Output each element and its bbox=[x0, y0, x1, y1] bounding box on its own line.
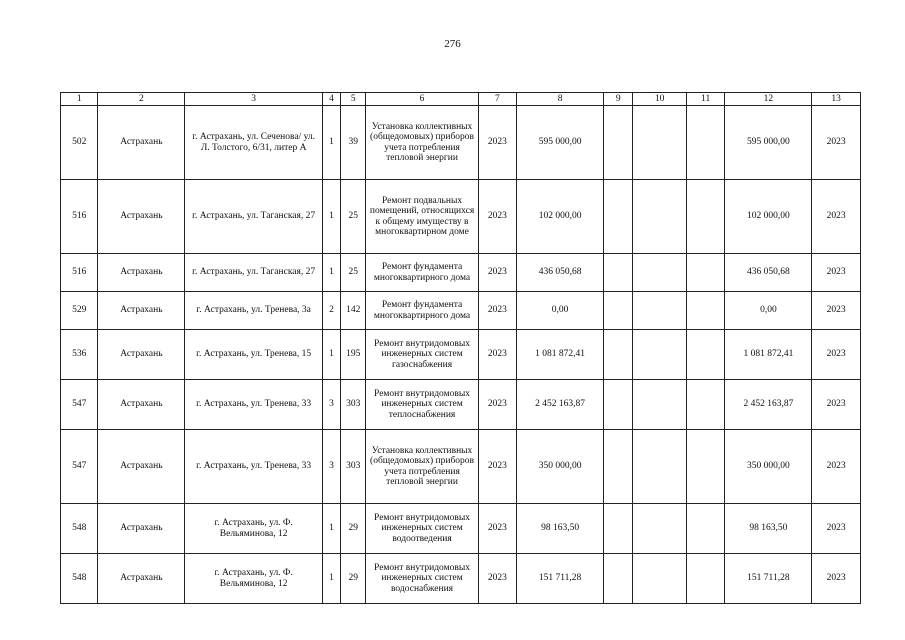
cost-fund: 595 000,00 bbox=[725, 106, 812, 180]
table-row bbox=[61, 430, 861, 504]
cost-total: 1 081 872,41 bbox=[517, 330, 604, 380]
cell-c10 bbox=[633, 180, 687, 254]
cost-fund: 102 000,00 bbox=[725, 180, 812, 254]
cell-c11 bbox=[686, 430, 724, 504]
row-number: 547 bbox=[61, 430, 98, 504]
cell-c10 bbox=[633, 106, 687, 180]
cost-fund: 151 711,28 bbox=[725, 554, 812, 604]
year: 2023 bbox=[478, 180, 516, 254]
address: г. Астрахань, ул. Таганская, 27 bbox=[185, 254, 323, 292]
column-header: 3 bbox=[185, 93, 323, 106]
cell-c9 bbox=[604, 180, 633, 254]
column-header: 2 bbox=[98, 93, 185, 106]
cell-c10 bbox=[633, 430, 687, 504]
cost-fund: 1 081 872,41 bbox=[725, 330, 812, 380]
column-header: 10 bbox=[633, 93, 687, 106]
cell-c5: 195 bbox=[341, 330, 366, 380]
row-number: 547 bbox=[61, 380, 98, 430]
cost-fund: 2 452 163,87 bbox=[725, 380, 812, 430]
column-header: 9 bbox=[604, 93, 633, 106]
completion-year: 2023 bbox=[812, 330, 861, 380]
cell-c10 bbox=[633, 292, 687, 330]
municipality: Астрахань bbox=[98, 106, 185, 180]
cell-c9 bbox=[604, 292, 633, 330]
work-type: Ремонт подвальных помещений, относящихся к общему имуществу в многоквартирном доме bbox=[366, 180, 478, 254]
address: г. Астрахань, ул. Ф. Вельяминова, 12 bbox=[185, 554, 323, 604]
cell-c5: 29 bbox=[341, 554, 366, 604]
year: 2023 bbox=[478, 504, 516, 554]
table-row bbox=[61, 504, 861, 554]
cell-c10 bbox=[633, 380, 687, 430]
year: 2023 bbox=[478, 330, 516, 380]
cost-fund: 0,00 bbox=[725, 292, 812, 330]
cost-total: 98 163,50 bbox=[517, 504, 604, 554]
municipality: Астрахань bbox=[98, 430, 185, 504]
cell-c9 bbox=[604, 106, 633, 180]
cost-total: 151 711,28 bbox=[517, 554, 604, 604]
address: г. Астрахань, ул. Таганская, 27 bbox=[185, 180, 323, 254]
year: 2023 bbox=[478, 430, 516, 504]
header-row bbox=[61, 93, 861, 106]
work-type: Установка коллективных (общедомовых) приборов учета потребления тепловой энергии bbox=[366, 430, 478, 504]
cell-c11 bbox=[686, 292, 724, 330]
municipality: Астрахань bbox=[98, 380, 185, 430]
municipality: Астрахань bbox=[98, 254, 185, 292]
cell-c4: 3 bbox=[322, 380, 340, 430]
address: г. Астрахань, ул. Тренева, 33 bbox=[185, 380, 323, 430]
cell-c11 bbox=[686, 106, 724, 180]
work-type: Ремонт внутридомовых инженерных систем водоснабжения bbox=[366, 554, 478, 604]
row-number: 548 bbox=[61, 554, 98, 604]
table-row bbox=[61, 330, 861, 380]
table-row bbox=[61, 254, 861, 292]
cell-c10 bbox=[633, 330, 687, 380]
municipality: Астрахань bbox=[98, 292, 185, 330]
cell-c11 bbox=[686, 254, 724, 292]
cost-total: 350 000,00 bbox=[517, 430, 604, 504]
column-header: 1 bbox=[61, 93, 98, 106]
municipality: Астрахань bbox=[98, 330, 185, 380]
table-row bbox=[61, 180, 861, 254]
cell-c4: 3 bbox=[322, 430, 340, 504]
cell-c11 bbox=[686, 380, 724, 430]
cell-c5: 303 bbox=[341, 380, 366, 430]
cell-c9 bbox=[604, 254, 633, 292]
cell-c9 bbox=[604, 330, 633, 380]
address: г. Астрахань, ул. Тренева, 15 bbox=[185, 330, 323, 380]
column-header: 5 bbox=[341, 93, 366, 106]
address: г. Астрахань, ул. Тренева, 33 bbox=[185, 430, 323, 504]
year: 2023 bbox=[478, 380, 516, 430]
table-row bbox=[61, 380, 861, 430]
completion-year: 2023 bbox=[812, 106, 861, 180]
cost-total: 102 000,00 bbox=[517, 180, 604, 254]
cell-c4: 1 bbox=[322, 554, 340, 604]
cell-c9 bbox=[604, 504, 633, 554]
cell-c5: 25 bbox=[341, 180, 366, 254]
cost-total: 595 000,00 bbox=[517, 106, 604, 180]
municipality: Астрахань bbox=[98, 554, 185, 604]
address: г. Астрахань, ул. Тренева, 3а bbox=[185, 292, 323, 330]
work-type: Ремонт внутридомовых инженерных систем газоснабжения bbox=[366, 330, 478, 380]
completion-year: 2023 bbox=[812, 430, 861, 504]
row-number: 516 bbox=[61, 180, 98, 254]
column-header: 8 bbox=[517, 93, 604, 106]
cell-c11 bbox=[686, 180, 724, 254]
cost-total: 436 050,68 bbox=[517, 254, 604, 292]
column-header: 11 bbox=[686, 93, 724, 106]
cell-c5: 142 bbox=[341, 292, 366, 330]
column-header: 4 bbox=[322, 93, 340, 106]
year: 2023 bbox=[478, 106, 516, 180]
cell-c5: 39 bbox=[341, 106, 366, 180]
cost-total: 0,00 bbox=[517, 292, 604, 330]
row-number: 548 bbox=[61, 504, 98, 554]
work-type: Ремонт внутридомовых инженерных систем водоотведения bbox=[366, 504, 478, 554]
cell-c4: 1 bbox=[322, 106, 340, 180]
cell-c11 bbox=[686, 554, 724, 604]
column-header: 6 bbox=[366, 93, 478, 106]
cell-c9 bbox=[604, 380, 633, 430]
cost-fund: 350 000,00 bbox=[725, 430, 812, 504]
cell-c5: 303 bbox=[341, 430, 366, 504]
year: 2023 bbox=[478, 554, 516, 604]
table-row bbox=[61, 554, 861, 604]
year: 2023 bbox=[478, 254, 516, 292]
row-number: 536 bbox=[61, 330, 98, 380]
cell-c5: 29 bbox=[341, 504, 366, 554]
row-number: 502 bbox=[61, 106, 98, 180]
cell-c11 bbox=[686, 330, 724, 380]
cell-c9 bbox=[604, 554, 633, 604]
address: г. Астрахань, ул. Сеченова/ ул. Л. Толстого, 6/31, литер А bbox=[185, 106, 323, 180]
cell-c4: 1 bbox=[322, 254, 340, 292]
column-header: 7 bbox=[478, 93, 516, 106]
work-type: Ремонт фундамента многоквартирного дома bbox=[366, 292, 478, 330]
cell-c10 bbox=[633, 554, 687, 604]
page-number: 276 bbox=[444, 38, 461, 50]
cell-c4: 2 bbox=[322, 292, 340, 330]
cell-c4: 1 bbox=[322, 504, 340, 554]
year: 2023 bbox=[478, 292, 516, 330]
address: г. Астрахань, ул. Ф. Вельяминова, 12 bbox=[185, 504, 323, 554]
cost-fund: 436 050,68 bbox=[725, 254, 812, 292]
row-number: 516 bbox=[61, 254, 98, 292]
municipality: Астрахань bbox=[98, 180, 185, 254]
cost-fund: 98 163,50 bbox=[725, 504, 812, 554]
completion-year: 2023 bbox=[812, 180, 861, 254]
column-header: 13 bbox=[812, 93, 861, 106]
municipality: Астрахань bbox=[98, 504, 185, 554]
completion-year: 2023 bbox=[812, 292, 861, 330]
cell-c10 bbox=[633, 504, 687, 554]
work-type: Установка коллективных (общедомовых) приборов учета потребления тепловой энергии bbox=[366, 106, 478, 180]
table-row bbox=[61, 106, 861, 180]
cell-c9 bbox=[604, 430, 633, 504]
completion-year: 2023 bbox=[812, 504, 861, 554]
work-type: Ремонт фундамента многоквартирного дома bbox=[366, 254, 478, 292]
completion-year: 2023 bbox=[812, 380, 861, 430]
work-type: Ремонт внутридомовых инженерных систем теплоснабжения bbox=[366, 380, 478, 430]
cell-c5: 25 bbox=[341, 254, 366, 292]
cell-c4: 1 bbox=[322, 330, 340, 380]
column-header: 12 bbox=[725, 93, 812, 106]
cell-c10 bbox=[633, 254, 687, 292]
capital-repair-table bbox=[60, 92, 861, 604]
table-row bbox=[61, 292, 861, 330]
completion-year: 2023 bbox=[812, 554, 861, 604]
cell-c11 bbox=[686, 504, 724, 554]
row-number: 529 bbox=[61, 292, 98, 330]
cell-c4: 1 bbox=[322, 180, 340, 254]
completion-year: 2023 bbox=[812, 254, 861, 292]
cost-total: 2 452 163,87 bbox=[517, 380, 604, 430]
